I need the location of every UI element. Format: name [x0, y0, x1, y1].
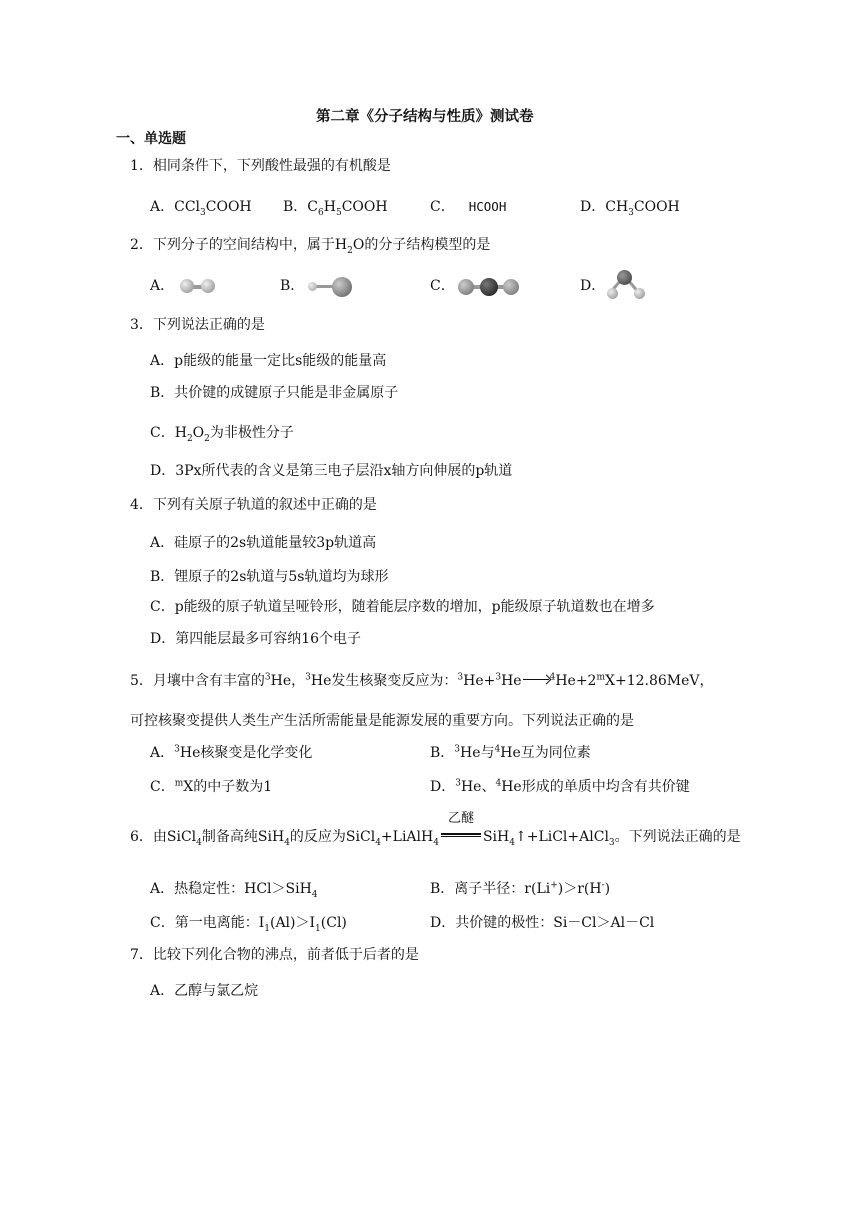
section-heading: 一、单选题 [116, 131, 186, 147]
option-label: C． [150, 425, 175, 441]
q2-option-d[interactable] [580, 268, 670, 302]
option-formula: $C_6H_5COOH$ [307, 199, 388, 218]
q2-option-c[interactable] [430, 277, 530, 299]
q7-option-a[interactable]: A．乙醇与氯乙烷 [150, 983, 259, 999]
q2-option-a[interactable] [150, 277, 240, 299]
double-equals-icon [441, 833, 481, 837]
q1-option-c[interactable] [430, 198, 506, 216]
q4-option-a[interactable]: A．硅原子的2s轨道能量较3p轨道高 [150, 535, 377, 551]
option-label: D． [580, 199, 606, 215]
q1-option-a[interactable] [150, 198, 252, 216]
reaction-arrow-icon [523, 679, 549, 680]
question-5-stem-continued: 可控核聚变提供人类生产生活所需能量是能源发展的重要方向。下列说法正确的是 [130, 713, 634, 729]
q5-option-b[interactable]: B．$^3$He与$^4$He互为同位素 [430, 744, 591, 761]
option-label: B． [283, 199, 308, 215]
question-1-stem: 1．相同条件下，下列酸性最强的有机酸是 [130, 158, 391, 174]
q3-option-c[interactable] [150, 424, 294, 442]
question-3-stem: 3．下列说法正确的是 [130, 317, 265, 333]
page-title: 第二章《分子结构与性质》测试卷 [316, 108, 534, 125]
question-6-stem: 6．由SiCl$_4$制备高纯SiH$_4$的反应为SiCl$_4$+LiAlH$_4$ 乙醚 SiH$_4$↑+LiCl+AlCl$_3$。下列说法正确的是 [130, 811, 741, 848]
option-formula: HCOOH [468, 199, 507, 214]
q6-option-b[interactable]: B．离子半径：r(Li+)＞r(H-) [430, 880, 611, 897]
question-7-stem: 7．比较下列化合物的沸点，前者低于后者的是 [130, 947, 419, 963]
q3-option-b[interactable]: B．共价键的成键原子只能是非金属原子 [150, 385, 399, 401]
option-text: $H_2O_2$为非极性分子 [174, 425, 294, 444]
option-formula: CCl$_3$COOH [174, 199, 252, 218]
question-4-stem: 4．下列有关原子轨道的叙述中正确的是 [130, 497, 377, 513]
option-formula: $CH_3COOH$ [605, 199, 680, 218]
q4-option-d[interactable]: D．第四能层最多可容纳16个电子 [150, 631, 362, 647]
q6-option-c[interactable]: C．第一电离能：$I_1(Al)>I_1(Cl)$ [150, 915, 347, 934]
q5-option-c[interactable]: C．$^m$X的中子数为1 [150, 778, 273, 795]
q6-option-a[interactable]: A．热稳定性：HCl＞SiH$_4$ [150, 881, 318, 900]
q5-option-d[interactable]: D．$^3$He、$^4$He形成的单质中均含有共价键 [430, 778, 690, 795]
question-2-stem: 2．下列分子的空间结构中，属于$H_2O$的分子结构模型的是 [130, 237, 491, 256]
q4-option-b[interactable]: B．锂原子的2s轨道与5s轨道均为球形 [150, 569, 389, 585]
q4-option-c[interactable]: C．p能级的原子轨道呈哑铃形，随着能层序数的增加，p能级原子轨道数也在增多 [150, 599, 655, 615]
reaction-condition: 乙醚 [439, 828, 483, 846]
option-label: A． [150, 278, 175, 294]
question-5-stem: 5．月壤中含有丰富的$^3$He，$^3$He发生核聚变反应为：$^3$He+$^3$He $^4He+2^mX+12.86MeV$， [130, 672, 714, 689]
q1-option-b[interactable] [283, 198, 388, 216]
option-label: C． [430, 199, 455, 215]
q3-option-a[interactable]: A．p能级的能量一定比s能级的能量高 [150, 353, 387, 369]
option-label: A． [150, 199, 175, 215]
q5-option-a[interactable]: A．$^3$He核聚变是化学变化 [150, 744, 313, 761]
q3-option-d[interactable]: D．3Px所代表的含义是第三电子层沿x轴方向伸展的p轨道 [150, 463, 513, 479]
q6-option-d[interactable]: D．共价键的极性：Si－Cl＞Al－Cl [430, 915, 655, 931]
option-label: C． [430, 278, 455, 294]
q2-option-b[interactable] [280, 277, 370, 299]
option-label: D． [580, 278, 606, 294]
option-label: B． [280, 278, 305, 294]
q1-option-d[interactable] [580, 198, 680, 216]
